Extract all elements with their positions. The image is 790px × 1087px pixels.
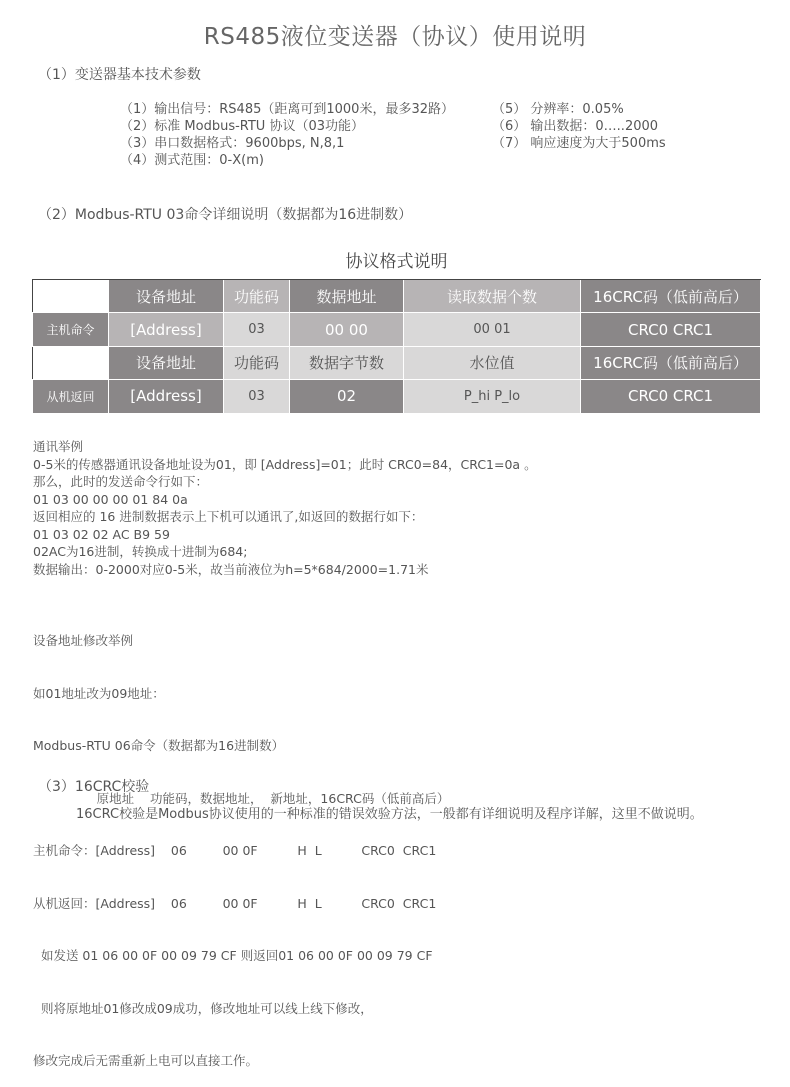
example-line: 设备地址修改举例 <box>33 633 134 648</box>
table-cell: 16CRC码（低前高后） <box>581 280 761 313</box>
table-cell: [Address] <box>109 313 224 346</box>
table-cell: 读取数据个数 <box>404 280 581 313</box>
page-title: RS485液位变送器（协议）使用说明 <box>203 24 587 50</box>
param-list-left <box>120 101 454 169</box>
table-cell: CRC0 CRC1 <box>581 313 761 346</box>
example-line: 0-5米的传感器通讯设备地址设为01，即 [Address]=01；此时 CRC0=84，CRC1=0a 。 <box>33 456 537 472</box>
table-cell: 功能码 <box>224 280 290 313</box>
example-line: 主机命令：[Address] 06 00 0F H L CRC0 CRC1 <box>33 843 437 858</box>
example-line: 数据输出：0-2000对应0-5米，故当前液位为h=5*684/2000=1.71米 <box>33 561 429 577</box>
table-cell: [Address] <box>109 379 224 413</box>
table-cell: 水位值 <box>404 346 581 379</box>
param-item: （3）串口数据格式：9600bps, N,8,1 <box>120 136 345 151</box>
example-line: 通讯举例 <box>33 439 84 454</box>
param-list-right <box>492 101 666 152</box>
example-line: 01 03 00 00 00 01 84 0a <box>33 491 188 507</box>
table-cell: 功能码 <box>224 346 290 379</box>
example-line: 02AC为16进制，转换成十进制为684; <box>33 544 248 559</box>
example-line: 原地址 功能码，数据地址， 新地址，16CRC码（低前高后） <box>33 790 450 806</box>
table-cell <box>33 346 109 379</box>
example-line: 则将原地址01修改成09成功，修改地址可以线上线下修改， <box>33 1000 373 1016</box>
table-row-label: 主机命令 <box>33 313 109 346</box>
table-cell: 设备地址 <box>109 280 224 313</box>
table-cell: 数据地址 <box>290 280 404 313</box>
example2-block <box>33 597 449 1087</box>
table-cell <box>33 280 109 313</box>
section2-heading: （2）Modbus-RTU 03命令详细说明（数据都为16进制数） <box>38 207 413 223</box>
example-line: 如发送 01 06 00 0F 00 09 79 CF 则返回01 06 00 0F 00 09 79 CF <box>33 948 433 963</box>
example-line: 修改完成后无需重新上电可以直接工作。 <box>33 1053 259 1068</box>
table-row <box>33 346 761 379</box>
example-line: 01 03 02 02 AC B9 59 <box>33 526 170 542</box>
table-row <box>33 379 761 413</box>
example-line: 如01地址改为09地址： <box>33 685 165 701</box>
example-line: Modbus-RTU 06命令（数据都为16进制数） <box>33 738 285 753</box>
example-line: 那么，此时的发送命令行如下： <box>33 474 209 489</box>
param-item: （1）输出信号：RS485（距离可到1000米，最多32路） <box>120 102 454 117</box>
section3-text: 16CRC校验是Modbus协议使用的一种标准的错误效验方法，一般都有详细说明及程序详解，这里不做说明。 <box>76 807 703 822</box>
table-cell: 数据字节数 <box>290 346 404 379</box>
table-header: 协议格式说明 <box>33 239 761 280</box>
section3-heading: （3）16CRC校验 <box>38 779 150 795</box>
table-cell: 设备地址 <box>109 346 224 379</box>
table-row <box>33 280 761 313</box>
table-cell: 02 <box>290 379 404 413</box>
param-item: （6） 输出数据：0…..2000 <box>492 119 659 134</box>
example-line: 返回相应的 16 进制数据表示上下机可以通讯了,如返回的数据行如下： <box>33 509 424 524</box>
param-item: （7） 响应速度为大于500ms <box>492 136 666 151</box>
param-item: （4）测式范围：0-X(m) <box>120 153 264 168</box>
table-cell: 03 <box>224 379 290 413</box>
table-cell: 03 <box>224 313 290 346</box>
protocol-table <box>32 238 761 414</box>
example-line: 从机返回：[Address] 06 00 0F H L CRC0 CRC1 <box>33 895 437 911</box>
example1-block <box>33 438 537 578</box>
table-row <box>33 313 761 346</box>
section1-heading: （1）变送器基本技术参数 <box>38 67 201 83</box>
table-row-label: 从机返回 <box>33 379 109 413</box>
table-cell: 00 01 <box>404 313 581 346</box>
param-item: （5） 分辨率：0.05% <box>492 102 624 117</box>
table-cell: P_hi P_lo <box>404 379 581 413</box>
table-cell: CRC0 CRC1 <box>581 379 761 413</box>
table-cell: 00 00 <box>290 313 404 346</box>
param-item: （2）标准 Modbus-RTU 协议（03功能） <box>120 119 364 134</box>
table-cell: 16CRC码（低前高后） <box>581 346 761 379</box>
